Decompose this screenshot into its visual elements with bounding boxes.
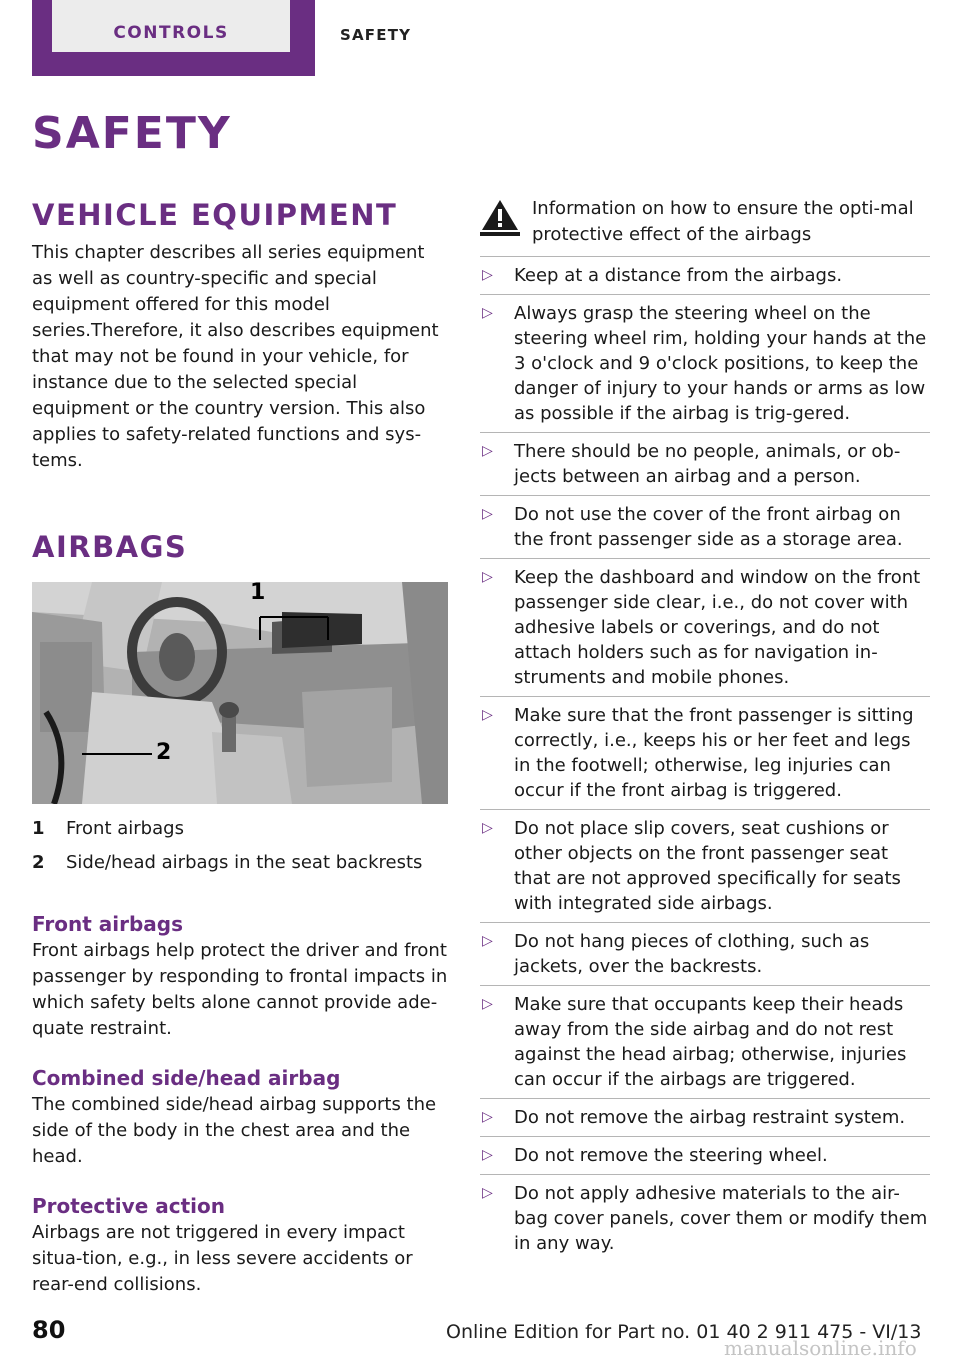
subheading-front-airbags: Front airbags xyxy=(32,912,183,936)
edition-text: Online Edition for Part no. 01 40 2 911 475 - VI/13 xyxy=(446,1321,922,1343)
warning-icon xyxy=(480,198,520,236)
tab-safety[interactable]: SAFETY xyxy=(340,26,412,44)
page-title: SAFETY xyxy=(32,108,232,159)
list-item xyxy=(480,502,930,559)
right-column xyxy=(480,196,930,1268)
subheading-combined-side-head-airbag: Combined side/head airbag xyxy=(32,1066,341,1090)
section-heading-airbags: AIRBAGS xyxy=(32,530,188,564)
warning-text: Information on how to ensure the opti-mal protective effect of the airbags xyxy=(532,198,914,245)
header-tab-bar xyxy=(0,0,960,76)
bullet-arrow-icon: ▷ xyxy=(482,1185,493,1201)
bullet-arrow-icon: ▷ xyxy=(482,820,493,836)
tab-controls[interactable] xyxy=(32,0,315,76)
list-item-text: Do not remove the steering wheel. xyxy=(514,1145,828,1166)
bullet-arrow-icon: ▷ xyxy=(482,933,493,949)
figure-callout-2: 2 xyxy=(156,740,172,765)
legend-item xyxy=(32,816,448,842)
bullet-arrow-icon: ▷ xyxy=(482,707,493,723)
bullet-arrow-icon: ▷ xyxy=(482,1147,493,1163)
list-item-text: Keep at a distance from the airbags. xyxy=(514,265,843,286)
list-item xyxy=(480,301,930,433)
bullet-arrow-icon: ▷ xyxy=(482,569,493,585)
list-item-text: Make sure that the front passenger is sitting correctly, i.e., keeps his or her feet and legs in the footwell; otherwise, leg injuries can occur if the front airbag is triggered. xyxy=(514,705,914,801)
section-heading-vehicle-equipment: VEHICLE EQUIPMENT xyxy=(32,198,398,232)
airbag-figure xyxy=(32,582,448,804)
list-item xyxy=(480,1105,930,1137)
protective-action-text: Airbags are not triggered in every impact situa-tion, e.g., in less severe accidents or rear-end collisions. xyxy=(32,1222,413,1295)
list-item xyxy=(480,992,930,1099)
list-item-text: Keep the dashboard and window on the front passenger side clear, i.e., do not cover with adhesive labels or coverings, and do not attach holders such as for navigation in-struments and mobile phones. xyxy=(514,567,921,688)
list-item-text: Make sure that occupants keep their heads away from the side airbag and do not rest against the head airbag; otherwise, injuries can occur if the airbags are triggered. xyxy=(514,994,907,1090)
figure-callout-1: 1 xyxy=(250,582,266,605)
legend-text: Front airbags xyxy=(66,818,184,839)
list-item-text: Do not use the cover of the front airbag on the front passenger side as a storage area. xyxy=(514,504,903,550)
list-item xyxy=(480,263,930,295)
list-item xyxy=(480,1143,930,1175)
list-item xyxy=(480,703,930,810)
bullet-arrow-icon: ▷ xyxy=(482,305,493,321)
car-interior-illustration xyxy=(32,582,448,804)
list-item-text: Do not place slip covers, seat cushions or other objects on the front passenger seat that are not approved specifically for seats with integrated side airbags. xyxy=(514,818,901,914)
list-item xyxy=(480,929,930,986)
safety-bullet-list xyxy=(480,256,930,1262)
list-item xyxy=(480,439,930,496)
bullet-arrow-icon: ▷ xyxy=(482,996,493,1012)
watermark: manualsonline.info xyxy=(724,1336,917,1360)
list-item-text: Do not apply adhesive materials to the air-bag cover panels, cover them or modify them in any way. xyxy=(514,1183,928,1254)
legend-number: 1 xyxy=(32,818,45,839)
bullet-arrow-icon: ▷ xyxy=(482,1109,493,1125)
legend-text: Side/head airbags in the seat backrests xyxy=(66,852,423,873)
subheading-protective-action: Protective action xyxy=(32,1194,225,1218)
combined-airbag-text: The combined side/head airbag supports the side of the body in the chest area and the head. xyxy=(32,1094,437,1167)
list-item xyxy=(480,1181,930,1262)
bullet-arrow-icon: ▷ xyxy=(482,267,493,283)
page-number: 80 xyxy=(32,1316,66,1344)
list-item xyxy=(480,816,930,923)
warning-note xyxy=(480,196,930,248)
legend-number: 2 xyxy=(32,852,45,873)
vehicle-equipment-text: This chapter describes all series equipment as well as country-specific and special equipment offered for this model series.Therefore, it also describes equipment that may not be found in your vehicle, for instance due to the selected special equipment or the country version. This also applies to safety-related functions and sys-tems. xyxy=(32,242,439,471)
list-item xyxy=(480,565,930,697)
list-item-text: Do not remove the airbag restraint system. xyxy=(514,1107,906,1128)
left-column xyxy=(32,196,448,1298)
list-item-text: There should be no people, animals, or ob-jects between an airbag and a person. xyxy=(514,441,901,487)
legend-item xyxy=(32,850,448,876)
bullet-arrow-icon: ▷ xyxy=(482,443,493,459)
list-item-text: Do not hang pieces of clothing, such as jackets, over the backrests. xyxy=(514,931,870,977)
tab-controls-label: CONTROLS xyxy=(113,23,229,43)
bullet-arrow-icon: ▷ xyxy=(482,506,493,522)
front-airbags-text: Front airbags help protect the driver and front passenger by responding to frontal impacts in which safety belts alone cannot provide ade-quate restraint. xyxy=(32,940,448,1039)
list-item-text: Always grasp the steering wheel on the steering wheel rim, holding your hands at the 3 o'clock and 9 o'clock positions, to keep the danger of injury to your hands or arms as low as possible if the airbag is trig-gered. xyxy=(514,303,927,424)
